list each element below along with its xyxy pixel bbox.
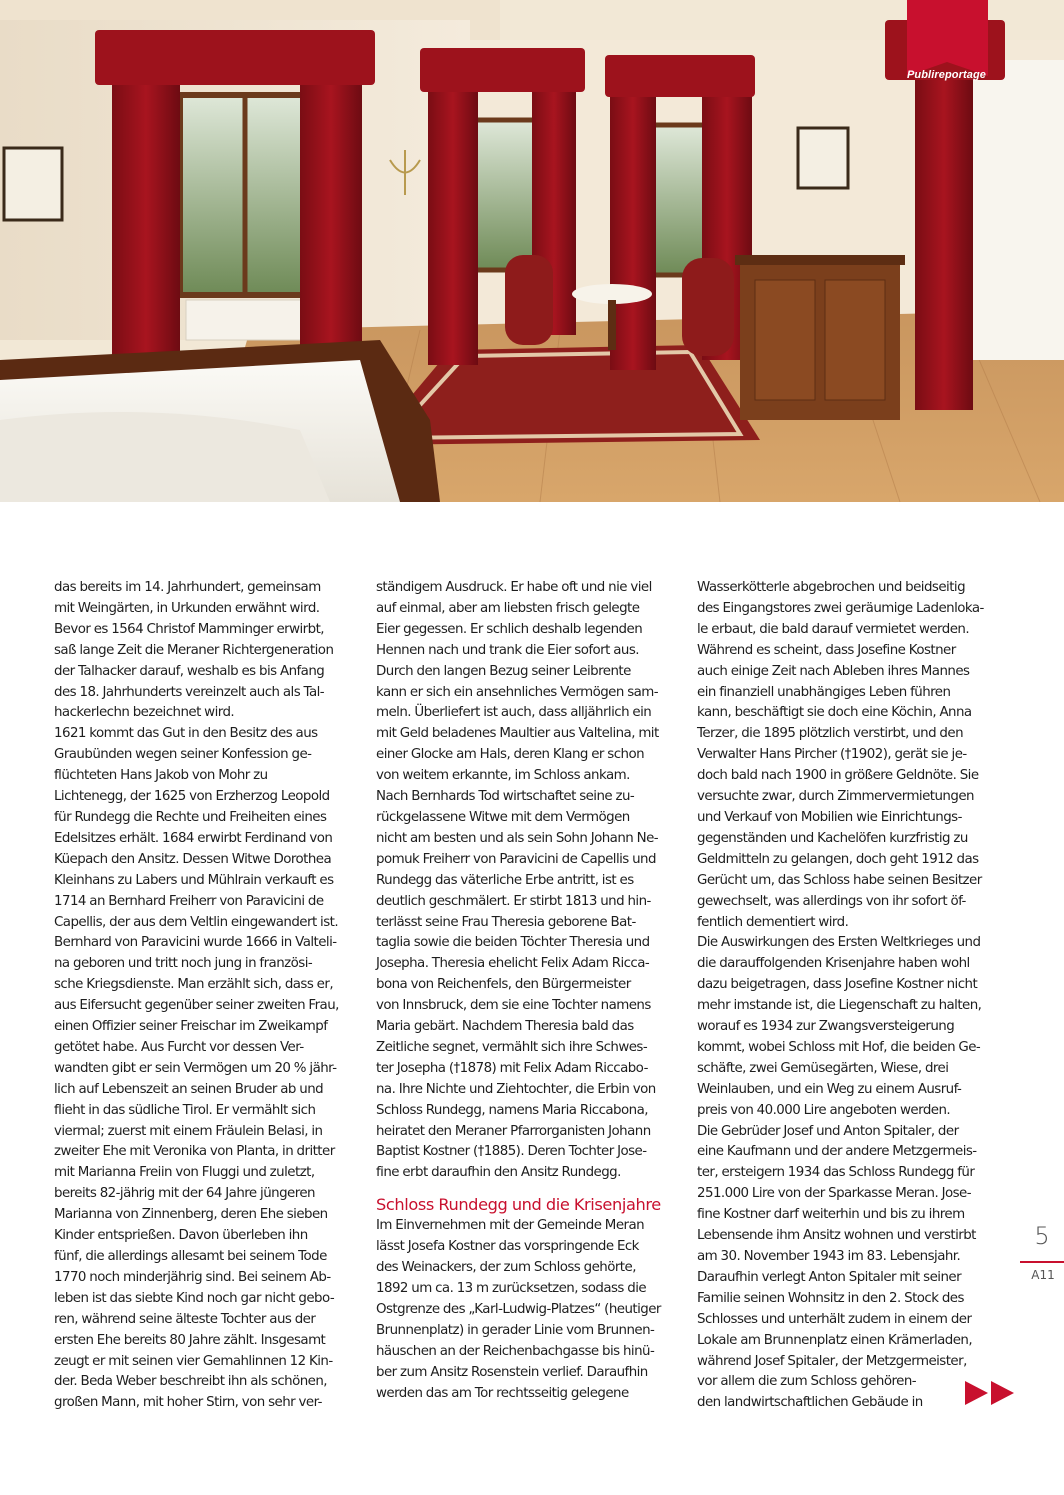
article-column-3 xyxy=(697,578,1009,1414)
issue-code: A11 xyxy=(1031,1268,1055,1282)
article-column-2 xyxy=(376,578,694,1404)
section-tab xyxy=(907,0,988,62)
article-text: Im Einvernehmen mit der Gemeinde Meran lässt Josefa Kostner das vorspringende Eck des Weinackers, der zum Schloss gehörte, 1892 um ca. 13 m zurücksetzen, sodass die Ostgrenze des „Karl-Ludwig-Platzes“ (heutiger Brunnenplatz) in gerader Linie vom Brunnen- häuschen an der Reichenbachgasse bis hinü- ber zum Ansitz Rosenstein verlief. Daraufhin werden das am Tor rechtsseitig gelegene xyxy=(376,1218,661,1401)
article-text: ständigem Ausdruck. Er habe oft und nie viel auf einmal, aber am liebsten frisch gelegte Eier gegessen. Er schlich deshalb legenden Hennen nach und trank die Eier sofort aus. Durch den langen Bezug seiner Leibrente kann er sich ein ansehnliches Vermögen sam- meln. Überliefert ist auch, dass alljährlich ein mit Geld beladenes Maultier aus Valtelina, mit einer Glocke am Hals, deren Klang er schon von weitem erkannte, im Schloss ankam. Nach Bernhards Tod wirtschaftet seine zu- rückgelassene Witwe mit dem Vermögen nicht am besten und als sein Sohn Johann Ne- pomuk Freiherr von Paravicini de Capellis und Rundegg das väterliche Erbe antritt, ist es deutlich geschmälert. Er stirbt 1813 und hin- terlässt seine Frau Theresia geborene Bat- taglia sowie die beiden Töchter Theresia und Josepha. Theresia ehelicht Felix Adam Ricca- bona von Reichenfels, den Bürgermeister von Innsbruck, dem sie eine Tochter namens Maria gebärt. Nachdem Theresia bald das Zeitliche segnet, vermählt sich ihre Schwes- ter Josepha (†1878) mit Felix Adam Riccabo- na. Ihre Nichte und Ziehtochter, die Erbin von Schloss Rundegg, namens Maria Riccabona, heiratet den Meraner Pfarrorganisten Johann Baptist Kostner (†1885). Deren Tochter Jose- fine erbt daraufhin den Ansitz Rundegg. xyxy=(376,580,659,1181)
section-label: Publireportage xyxy=(906,69,986,81)
page-number: 5 xyxy=(1034,1222,1050,1250)
article-column-1 xyxy=(54,578,366,1414)
hero-photo xyxy=(0,0,1064,502)
article-text: das bereits im 14. Jahrhundert, gemeinsam mit Weingärten, in Urkunden erwähnt wird. Bevor es 1564 Christof Mamminger erwirbt, saß lange Zeit die Meraner Richtergeneration der Talhacker darauf, weshalb es bis Anfang des 18. Jahrhunderts vereinzelt auch als Tal- hackerlechn bezeichnet wird. 1621 kommt das Gut in den Besitz des aus Graubünden wegen seiner Konfession ge- flüchteten Hans Jakob von Mohr zu Lichtenegg, der 1625 von Erzherzog Leopold für Rundegg die Rechte und Freiheiten eines Edelsitzes erhält. 1684 erwirbt Ferdinand von Küepach den Ansitz. Dessen Witwe Dorothea Kleinhans zu Labers und Mühlrain verkauft es 1714 an Bernhard Freiherr von Paravicini de Capellis, der aus dem Veltlin eingewandert ist. Bernhard von Paravicini wurde 1666 in Valteli- na geboren und tritt noch jung in französi- sche Kriegsdienste. Man erzählt sich, dass er, aus Eifersucht gegenüber seiner zweiten Frau, einen Offizier seiner Freischar im Zweikampf getötet habe. Aus Furcht vor dessen Ver- wandten gibt er sein Vermögen um 20 % jähr- lich auf Lebenszeit an seinen Bruder ab und flieht in das südliche Tirol. Er vermählt sich viermal; zuerst mit einem Fräulein Belasi, in zweiter Ehe mit Veronika von Planta, in dritter mit Marianna Freiin von Fluggi und zuletzt, bereits 82-jährig mit der 64 Jahre jüngeren Marianna von Zinnenberg, deren Ehe sieben Kinder entsprießen. Davon überleben ihn fünf, die allerdings allesamt bei seinem Tode 1770 noch minderjährig sind. Bei seinem Ab- leben ist das siebte Kind noch gar nicht gebo- ren, während seine älteste Tochter aus der ersten Ehe bereits 80 Jahre zählt. Insgesamt zeugt er mit seinen vier Gemahlinnen 12 Kin- der. Beda Weber beschreibt ihn als schönen, großen Mann, mit hoher Stirn, von sehr ver- xyxy=(54,580,339,1411)
article-text: Wasserkötterle abgebrochen und beidseitig des Eingangstores zwei geräumige Ladenloka- le erbaut, die bald darauf vermietet werden. Während es scheint, dass Josefine Kostner auch einige Zeit nach Ableben ihres Mannes ein finanziell unabhängiges Leben führen kann, beschäftigt sie doch eine Köchin, Anna Terzer, die 1895 plötzlich verstirbt, und den Verwalter Hans Pircher (†1902), gerät sie je- doch bald nach 1900 in größere Geldnöte. Sie versuchte zwar, durch Zimmervermietungen und Verkauf von Mobilien wie Einrichtungs- gegenständen und Kachelöfen kurzfristig zu Geldmitteln zu gelangen, doch geht 1912 das Gerücht um, das Schloss habe seinen Besitzer gewechselt, was allerdings von ihr sofort öf- fentlich dementiert wird. Die Auswirkungen des Ersten Weltkrieges und die darauffolgenden Krisenjahre haben wohl dazu beigetragen, dass Josefine Kostner nicht mehr imstande ist, die Liegenschaft zu halten, worauf es 1934 zur Zwangsversteigerung kommt, wobei Schloss mit Hof, die beiden Ge- schäfte, zwei Gemüsegärten, Wiese, drei Weinlauben, und ein Weg zu einem Ausruf- preis von 40.000 Lire angeboten werden. Die Gebrüder Josef und Anton Spitaler, der eine Kaufmann und der andere Metzgermeis- ter, ersteigern 1934 das Schloss Rundegg für 251.000 Lire von der Sparkasse Meran. Jose- fine Kostner darf weiterhin und bis zu ihrem Lebensende ihm Ansitz wohnen und verstirbt am 30. November 1943 im 83. Lebensjahr. Daraufhin verlegt Anton Spitaler mit seiner Familie seinen Wohnsitz in den 2. Stock des Schlosses und unterhält zudem in einem der Lokale am Brunnenplatz einen Krämerladen, während Josef Spitaler, der Metzgermeister, vor allem die zum Schloss gehören- den landwirtschaftlichen Gebäude in xyxy=(697,580,984,1411)
section-heading: Schloss Rundegg und die Krisenjahre xyxy=(376,1195,661,1215)
double-arrow-right-icon[interactable] xyxy=(963,1380,1017,1406)
folio-rule xyxy=(1020,1261,1064,1263)
